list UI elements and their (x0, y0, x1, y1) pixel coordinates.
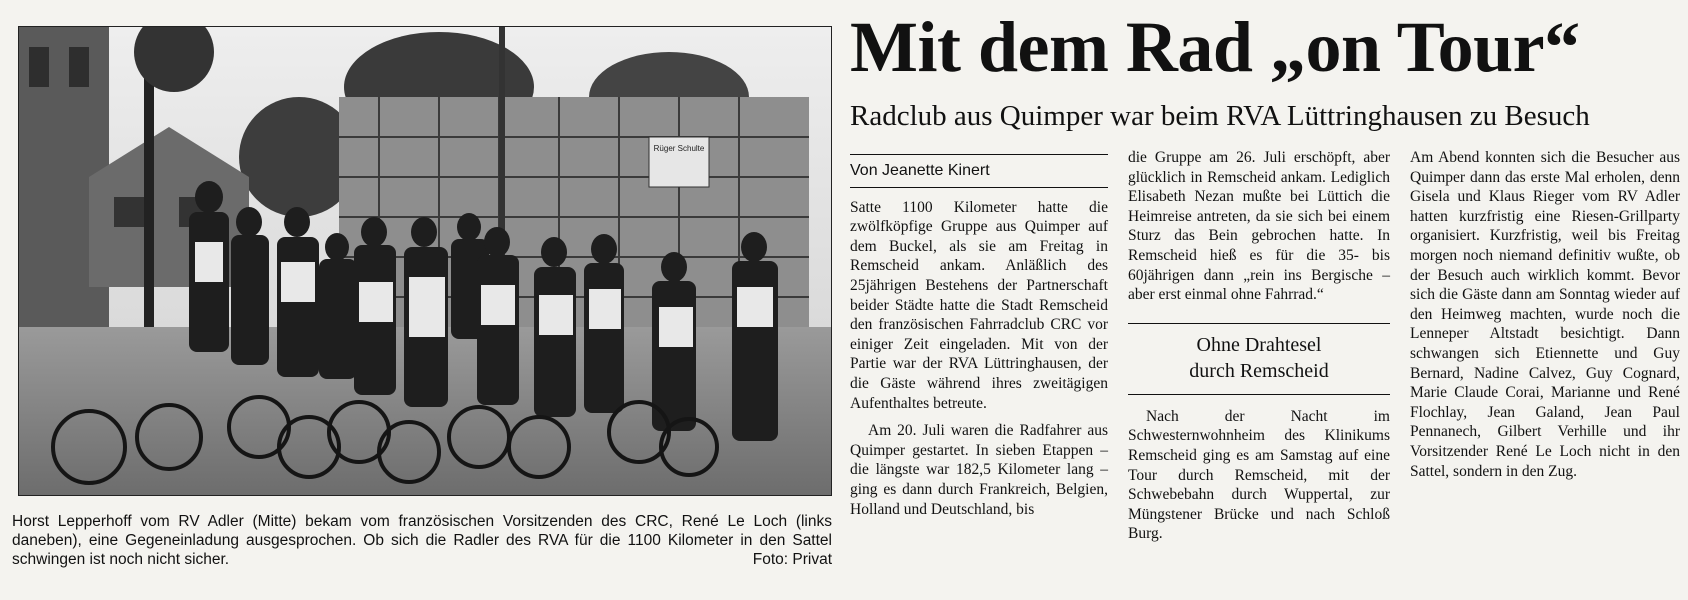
photo-credit: Foto: Privat (752, 551, 832, 568)
paragraph-5: Am Abend konnten sich die Besucher aus Quimper dann das erste Mal erholen, denn Gisela und Klaus Rieger vom RV Adler hatten kurzfristig eine Riesen-Grillparty organisiert. Kurzfristig, weil bis Freitag morgen noch niemand definitiv wußte, ob der Besuch auch wirklich kommt. Bevor sich die Gäste dann am Sonntag wieder auf den Heimweg machten, wurde noch die Lenneper Altstadt besichtigt. Dann schwangen sich Etiennette und Guy Bernard, Nadine Calvez, Guy Cognard, Marie Claude Corai, Marianne und René Flochlay, Jean Galand, Jean Paul Pennanech, Gilbert Verhille und ihr Vorsitzender René Le Loch nicht in den Sattel, sondern in den Zug. (1410, 149, 1680, 480)
group-photo (18, 26, 832, 496)
article-subheading (1128, 323, 1390, 395)
paragraph-2: Am 20. Juli waren die Radfahrer aus Quimper gestartet. In sieben Etappen – die längste war 182,5 Kilometer lang – ging es dann durch Frankreich, Belgien, Holland und Deutschland, bis (850, 422, 1108, 518)
article-headline: Mit dem Rad „on Tour“ (850, 7, 1580, 87)
cyclists-photo-illustration (19, 27, 831, 495)
construction-sign-text: Rüger Schulte (653, 144, 705, 153)
subheading-line-1: Ohne Drahtesel (1196, 333, 1322, 356)
article-column-2 (1128, 148, 1390, 544)
paragraph-4: Nach der Nacht im Schwesternwohnheim des Klinikums Remscheid ging es am Samstag auf eine Tour durch Remscheid, mit der Schwebebahn durch Wuppertal, zur Müngstener Brücke und nach Schloß Burg. (1128, 407, 1390, 543)
article-byline: Von Jeanette Kinert (850, 154, 1108, 188)
paragraph-3: die Gruppe am 26. Juli erschöpft, aber glücklich in Remscheid ankam. Lediglich Elisabeth Nezan mußte bei Lüttich die Heimreise antreten, da sie sich bei einem Sturz das Bein gebrochen hatte. In Remscheid hieß es für die 35- bis 60jährigen dann „rein ins Bergische – aber erst einmal ohne Fahrrad.“ (1128, 149, 1390, 304)
article-column-1 (850, 148, 1108, 519)
subheading-line-2: durch Remscheid (1189, 359, 1329, 382)
paragraph-1: Satte 1100 Kilometer hatte die zwölfköpfige Gruppe aus Quimper auf dem Buckel, als sie am Freitag in Remscheid ankam. Anläßlich des 25jährigen Bestehens der Partnerschaft beider Städte hatte die Stadt Remscheid den französischen Fahrradclub CRC vor einiger Zeit eingeladen. Mit von der Partie war der RVA Lüttringhausen, der die Gäste während ihres zweitägigen Aufenthaltes betreute. (850, 198, 1108, 412)
article-subheadline: Radclub aus Quimper war beim RVA Lüttringhausen zu Besuch (850, 100, 1590, 132)
photo-caption-text: Horst Lepperhoff vom RV Adler (Mitte) bekam vom französischen Vorsitzenden des CRC, René Le Loch (links daneben), eine Gegeneinladung ausgesprochen. Ob sich die Radler des RVA für die 1100 Kilometer in den Sattel schwingen ist noch nicht sicher. (12, 513, 832, 568)
article-column-3 (1410, 148, 1680, 481)
photo-caption (12, 512, 832, 569)
